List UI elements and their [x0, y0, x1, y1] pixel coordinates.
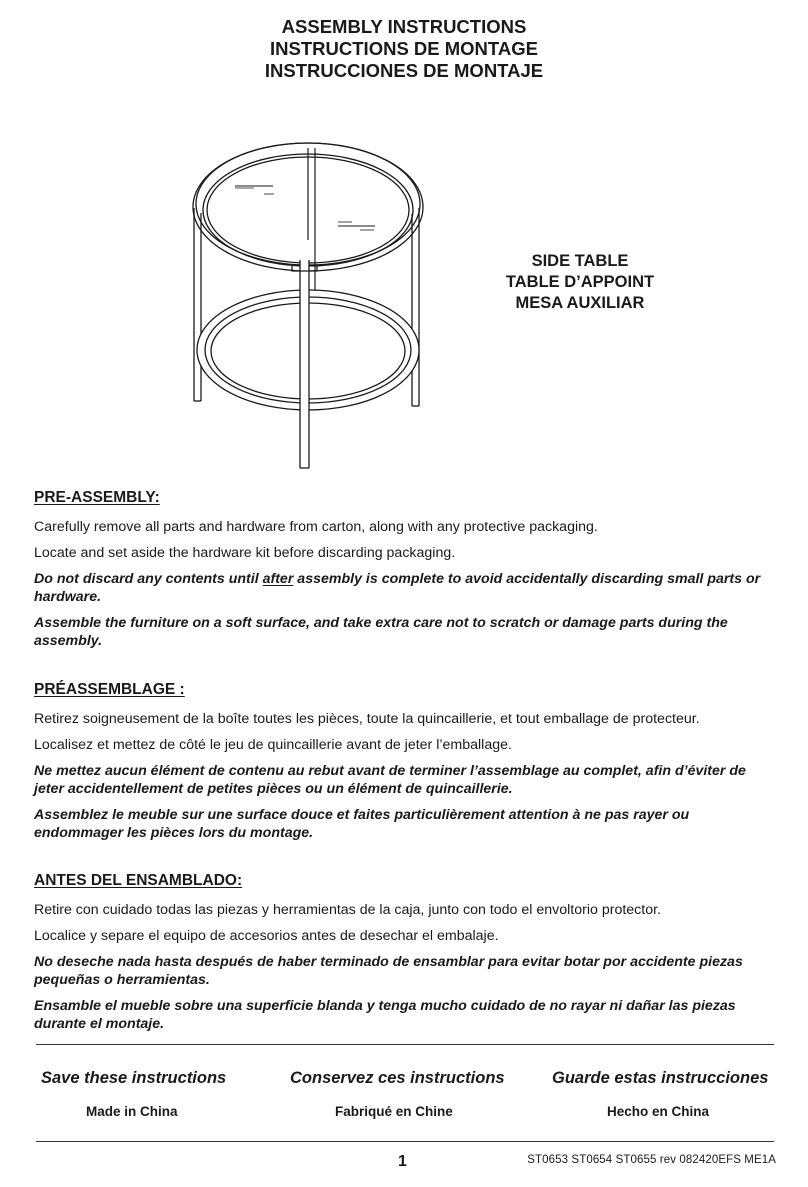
product-name [470, 251, 690, 314]
save-english: Save these instructions [41, 1069, 227, 1087]
warning-paragraph: Assemble the furniture on a soft surface, and take extra care not to scratch or damage parts during the assembly. [34, 615, 728, 649]
section-french [34, 681, 774, 850]
instruction-paragraph: Retire con cuidado todas las piezas y herramientas de la caja, junto con todo el envoltorio protector. [34, 902, 661, 918]
made-in-spanish: Hecho en China [607, 1104, 710, 1119]
divider-top [36, 1044, 774, 1045]
warning-text: Do not discard any contents until [34, 571, 263, 587]
divider-bottom [36, 1141, 774, 1142]
product-name-french: TABLE D’APPOINT [505, 273, 655, 291]
warning-paragraph: No deseche nada hasta después de haber terminado de ensamblar para evitar botar por accidente piezas pequeñas o herramientas. [34, 954, 743, 988]
warning-paragraph: Assemblez le meuble sur une surface douce et faites particulièrement attention à ne pas rayer ou endommager les pièces lors du montage. [34, 807, 690, 841]
side-table-drawing [180, 138, 440, 474]
product-name-english: SIDE TABLE [531, 252, 629, 270]
warning-paragraph: Ensamble el mueble sobre una superficie blanda y tenga mucho cuidado de no rayar ni dañar las piezas durante el montaje. [34, 998, 736, 1032]
instruction-paragraph: Locate and set aside the hardware kit before discarding packaging. [34, 545, 456, 561]
emphasis-text: after [262, 571, 294, 587]
warning-text: assembly is complete to avoid accidentally discarding small parts or hardware. [34, 571, 761, 605]
title-english: ASSEMBLY INSTRUCTIONS [281, 16, 527, 37]
page-number: 1 [398, 1153, 407, 1170]
save-spanish: Guarde estas instrucciones [552, 1069, 769, 1087]
warning-paragraph: Ne mettez aucun élément de contenu au rebut avant de terminer l’assemblage au complet, afin d’éviter de jeter accidentellement de petites pièces ou un élément de quincaillerie. [34, 763, 746, 797]
made-in-french: Fabriqué en Chine [335, 1104, 453, 1119]
title-french: INSTRUCTIONS DE MONTAGE [270, 38, 538, 59]
section-heading: PRE-ASSEMBLY: [34, 489, 160, 506]
title-spanish: INSTRUCCIONES DE MONTAJE [264, 60, 544, 81]
instruction-paragraph: Retirez soigneusement de la boîte toutes les pièces, toute la quincaillerie, et tout emballage de protecteur. [34, 711, 700, 727]
save-french: Conservez ces instructions [290, 1069, 505, 1087]
instruction-paragraph: Localisez et mettez de côté le jeu de quincaillerie avant de jeter l’emballage. [34, 737, 512, 753]
model-info: ST0653 ST0654 ST0655 rev 082420EFS ME1A [527, 1154, 776, 1166]
document-title [0, 16, 808, 82]
product-name-spanish: MESA AUXILIAR [515, 294, 645, 312]
section-spanish [34, 872, 774, 1041]
section-heading: ANTES DEL ENSAMBLADO: [34, 872, 243, 889]
instruction-paragraph: Localice y separe el equipo de accesorios antes de desechar el embalaje. [34, 928, 499, 944]
section-heading: PRÉASSEMBLAGE : [34, 681, 185, 698]
warning-paragraph [34, 570, 774, 606]
made-in-english: Made in China [86, 1104, 178, 1119]
instruction-paragraph: Carefully remove all parts and hardware from carton, along with any protective packaging. [34, 519, 598, 535]
section-english [34, 489, 774, 658]
